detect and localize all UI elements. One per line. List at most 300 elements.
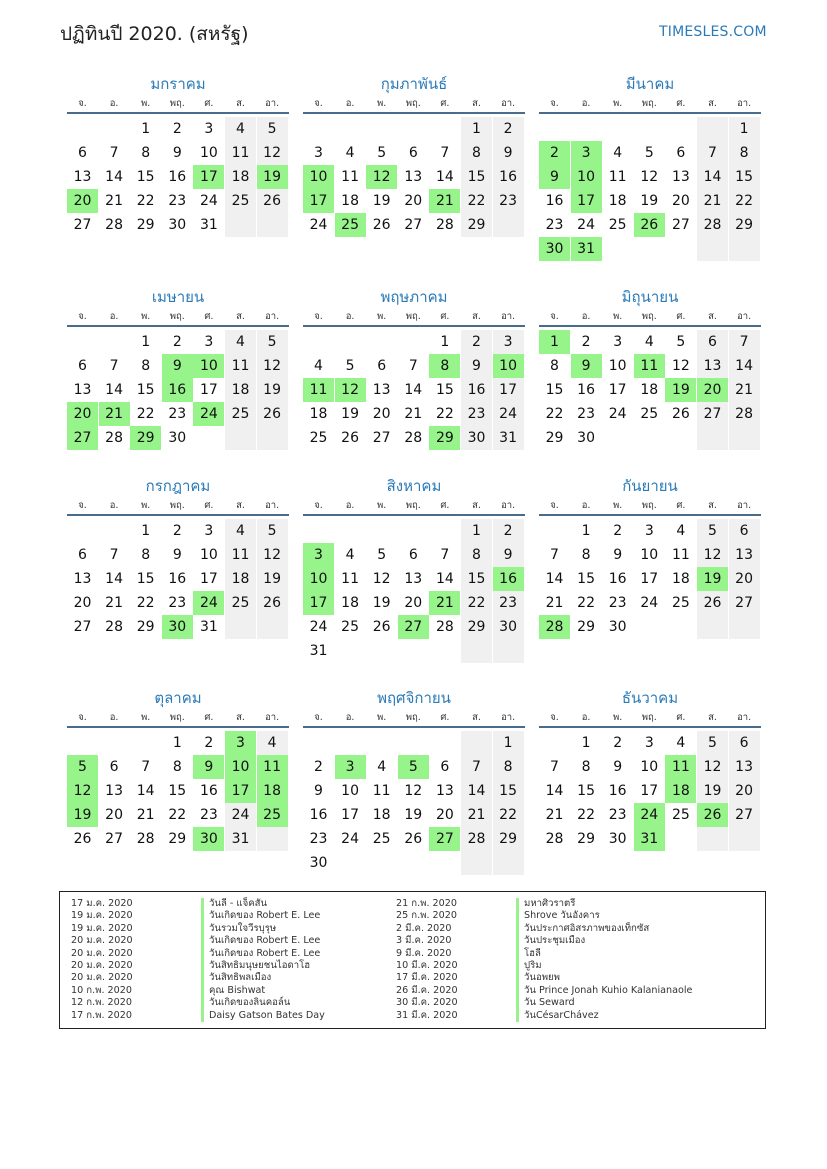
empty-weekend-cell <box>697 827 728 851</box>
day-cell: 25 <box>372 831 391 847</box>
day-cell: 1 <box>729 117 760 141</box>
holiday-cell: 17 <box>225 779 256 803</box>
day-cell: 3 <box>493 330 524 354</box>
weekday-label: จ. <box>78 500 87 511</box>
day-cell: 2 <box>493 117 524 141</box>
legend-date: 17 ก.พ. 2020 <box>71 1009 132 1021</box>
holiday-cell: 31 <box>571 237 602 261</box>
holiday-cell: 10 <box>225 755 256 779</box>
day-cell: 7 <box>550 547 559 563</box>
site-link[interactable]: TIMESLES.COM <box>659 24 767 40</box>
day-cell: 9 <box>493 543 524 567</box>
day-cell: 12 <box>372 571 391 587</box>
day-cell: 6 <box>377 358 387 374</box>
legend-date: 12 ก.พ. 2020 <box>71 997 132 1009</box>
day-cell: 16 <box>493 165 524 189</box>
day-cell: 1 <box>141 523 151 539</box>
holiday-cell: 30 <box>539 237 570 261</box>
day-cell: 5 <box>377 145 387 161</box>
day-cell: 14 <box>729 354 760 378</box>
day-cell: 30 <box>461 426 492 450</box>
holiday-cell: 3 <box>571 141 602 165</box>
day-cell: 20 <box>73 595 92 611</box>
day-cell: 12 <box>671 358 690 374</box>
holiday-cell: 12 <box>366 165 397 189</box>
legend-date: 31 มี.ค. 2020 <box>396 1009 458 1021</box>
day-cell: 21 <box>545 807 564 823</box>
day-cell: 28 <box>697 213 728 237</box>
month-title: พฤศจิกายน <box>377 689 451 707</box>
legend-date: 10 มี.ค. 2020 <box>396 959 458 971</box>
month-divider <box>539 726 761 728</box>
weekday-label: อา. <box>265 311 280 322</box>
holiday-cell: 19 <box>67 803 98 827</box>
day-cell: 13 <box>73 382 92 398</box>
holiday-cell: 21 <box>429 591 460 615</box>
day-cell: 1 <box>581 523 591 539</box>
day-cell: 28 <box>461 827 492 851</box>
day-cell: 22 <box>136 595 155 611</box>
empty-weekend-cell <box>697 426 728 450</box>
month-title: กันยายน <box>622 477 678 495</box>
day-cell: 29 <box>136 217 155 233</box>
day-cell: 13 <box>404 169 423 185</box>
legend-date: 17 มี.ค. 2020 <box>396 972 458 984</box>
holiday-cell: 20 <box>67 189 98 213</box>
day-cell: 22 <box>168 807 187 823</box>
holiday-cell: 27 <box>429 827 460 851</box>
day-cell: 14 <box>545 783 564 799</box>
day-cell: 31 <box>309 643 328 659</box>
day-cell: 17 <box>199 571 218 587</box>
day-cell: 22 <box>435 406 454 422</box>
day-cell: 18 <box>225 165 256 189</box>
day-cell: 24 <box>640 595 659 611</box>
day-cell: 4 <box>314 358 323 374</box>
weekday-label: พฤ. <box>405 712 421 723</box>
day-cell: 12 <box>697 755 728 779</box>
holiday-cell: 16 <box>162 378 193 402</box>
weekday-label: อา. <box>737 712 752 723</box>
holiday-cell: 5 <box>67 755 98 779</box>
legend-holiday-name: วัน Prince Jonah Kuhio Kalanianaole <box>516 985 692 997</box>
day-cell: 29 <box>577 619 595 635</box>
day-cell: 28 <box>404 430 423 446</box>
empty-weekend-cell <box>257 426 288 450</box>
weekday-label: ส. <box>472 712 481 723</box>
weekday-label: อ. <box>581 311 591 322</box>
weekday-label: อ. <box>345 311 355 322</box>
day-cell: 30 <box>493 615 524 639</box>
day-cell: 14 <box>697 165 728 189</box>
day-cell: 16 <box>545 193 564 209</box>
day-cell: 25 <box>309 430 328 446</box>
day-cell: 13 <box>435 783 454 799</box>
legend-date: 19 ม.ค. 2020 <box>71 922 133 934</box>
day-cell: 5 <box>697 519 728 543</box>
weekday-label: อา. <box>737 98 752 109</box>
day-cell: 26 <box>372 217 391 233</box>
holiday-cell: 21 <box>99 402 130 426</box>
legend-date: 21 ก.พ. 2020 <box>396 898 457 909</box>
day-cell: 10 <box>640 759 659 775</box>
day-cell: 23 <box>461 402 492 426</box>
day-cell: 4 <box>345 145 355 161</box>
day-cell: 19 <box>697 779 728 803</box>
day-cell: 7 <box>729 330 760 354</box>
day-cell: 28 <box>435 217 454 233</box>
day-cell: 8 <box>172 759 182 775</box>
weekday-label: อา. <box>265 500 280 511</box>
weekday-label: อ. <box>109 98 119 109</box>
holiday-cell: 11 <box>257 755 288 779</box>
month-title: ธันวาคม <box>621 689 679 707</box>
day-cell: 6 <box>109 759 119 775</box>
day-cell: 28 <box>105 217 123 233</box>
day-cell: 21 <box>461 803 492 827</box>
day-cell: 15 <box>461 165 492 189</box>
day-cell: 14 <box>105 571 123 587</box>
day-cell: 23 <box>493 189 524 213</box>
day-cell: 14 <box>545 571 564 587</box>
day-cell: 21 <box>729 378 760 402</box>
day-cell: 11 <box>225 141 256 165</box>
holiday-cell: 25 <box>335 213 366 237</box>
day-cell: 25 <box>640 406 659 422</box>
weekday-label: จ. <box>314 500 323 511</box>
day-cell: 26 <box>372 619 391 635</box>
day-cell: 2 <box>581 334 591 350</box>
weekday-label: อ. <box>345 712 355 723</box>
weekday-label: พ. <box>377 98 387 109</box>
legend-holiday-name: วันรวมใจวีรบุรุษ <box>201 923 325 935</box>
weekday-label: จ. <box>550 98 559 109</box>
day-cell: 7 <box>461 755 492 779</box>
day-cell: 27 <box>372 430 391 446</box>
legend-date: 20 ม.ค. 2020 <box>71 935 133 947</box>
day-cell: 20 <box>671 193 690 209</box>
day-cell: 9 <box>461 354 492 378</box>
day-cell: 24 <box>225 803 256 827</box>
legend-date: 3 มี.ค. 2020 <box>396 935 452 947</box>
empty-weekend-cell <box>461 639 492 663</box>
legend-holiday-name: วันประกาศอิสรภาพของเท็กซัส <box>516 923 692 935</box>
day-cell: 26 <box>341 430 359 446</box>
day-cell: 23 <box>168 193 187 209</box>
day-cell: 4 <box>257 731 288 755</box>
weekday-label: ส. <box>708 311 717 322</box>
day-cell: 10 <box>199 547 218 563</box>
weekday-label: ศ. <box>440 311 450 322</box>
day-cell: 22 <box>577 807 595 823</box>
day-cell: 2 <box>172 121 182 137</box>
empty-weekend-cell <box>697 117 728 141</box>
day-cell: 28 <box>105 619 123 635</box>
day-cell: 11 <box>225 543 256 567</box>
day-cell: 17 <box>640 571 659 587</box>
day-cell: 3 <box>613 334 623 350</box>
day-cell: 3 <box>204 334 214 350</box>
day-cell: 3 <box>204 121 214 137</box>
weekday-label: พฤ. <box>169 98 185 109</box>
day-cell: 26 <box>257 189 288 213</box>
day-cell: 8 <box>493 755 524 779</box>
weekday-label: จ. <box>314 311 323 322</box>
day-cell: 14 <box>435 571 454 587</box>
day-cell: 17 <box>640 783 659 799</box>
day-cell: 16 <box>577 382 595 398</box>
weekday-label: ส. <box>708 712 717 723</box>
legend-holiday-name: วันเกิดของ Robert E. Lee <box>201 948 325 960</box>
weekday-label: จ. <box>314 98 323 109</box>
month-title: พฤษภาคม <box>380 288 448 306</box>
day-cell: 8 <box>141 358 151 374</box>
day-cell: 9 <box>613 547 623 563</box>
weekday-label: ส. <box>472 98 481 109</box>
month-divider <box>67 112 289 114</box>
holiday-cell: 9 <box>162 354 193 378</box>
day-cell: 8 <box>461 141 492 165</box>
day-cell: 23 <box>168 595 187 611</box>
legend-holiday-name: คุณ Bishwat <box>201 985 325 997</box>
day-cell: 2 <box>493 519 524 543</box>
holiday-cell: 17 <box>303 591 334 615</box>
day-cell: 30 <box>608 831 627 847</box>
day-cell: 30 <box>608 619 627 635</box>
weekday-label: จ. <box>550 311 559 322</box>
day-cell: 4 <box>613 145 623 161</box>
empty-weekend-cell <box>729 827 760 851</box>
day-cell: 4 <box>225 330 256 354</box>
legend-holiday-name: วันเกิดของ Robert E. Lee <box>201 910 325 922</box>
day-cell: 27 <box>729 591 760 615</box>
holiday-cell: 17 <box>193 165 224 189</box>
day-cell: 16 <box>461 378 492 402</box>
day-cell: 30 <box>168 430 187 446</box>
day-cell: 31 <box>225 827 256 851</box>
day-cell: 16 <box>309 807 328 823</box>
holiday-cell: 24 <box>193 591 224 615</box>
day-cell: 4 <box>676 523 686 539</box>
day-cell: 20 <box>404 193 423 209</box>
day-cell: 15 <box>545 382 564 398</box>
legend-date: 25 ก.พ. 2020 <box>396 910 457 922</box>
weekday-label: อา. <box>501 311 516 322</box>
day-cell: 12 <box>697 543 728 567</box>
weekday-label: ส. <box>472 500 481 511</box>
legend-date: 20 ม.ค. 2020 <box>71 972 133 984</box>
month-title: มีนาคม <box>625 75 675 93</box>
day-cell: 9 <box>613 759 623 775</box>
day-cell: 18 <box>341 595 359 611</box>
day-cell: 19 <box>257 567 288 591</box>
weekday-label: พฤ. <box>641 98 657 109</box>
day-cell: 1 <box>461 117 492 141</box>
weekday-label: พ. <box>377 311 387 322</box>
weekday-label: จ. <box>78 712 87 723</box>
day-cell: 15 <box>136 571 155 587</box>
holiday-cell: 17 <box>571 189 602 213</box>
day-cell: 13 <box>697 354 728 378</box>
day-cell: 18 <box>372 807 391 823</box>
holiday-cell: 3 <box>303 543 334 567</box>
empty-weekend-cell <box>493 213 524 237</box>
day-cell: 12 <box>257 354 288 378</box>
day-cell: 21 <box>105 595 123 611</box>
day-cell: 11 <box>341 169 359 185</box>
empty-weekend-cell <box>225 615 256 639</box>
day-cell: 7 <box>141 759 151 775</box>
weekday-label: พฤ. <box>405 98 421 109</box>
day-cell: 6 <box>729 519 760 543</box>
day-cell: 27 <box>729 803 760 827</box>
holiday-cell: 3 <box>225 731 256 755</box>
day-cell: 23 <box>493 591 524 615</box>
day-cell: 27 <box>73 217 92 233</box>
empty-weekend-cell <box>257 827 288 851</box>
empty-weekend-cell <box>225 213 256 237</box>
weekday-label: พ. <box>613 712 623 723</box>
day-cell: 5 <box>257 330 288 354</box>
day-cell: 18 <box>225 378 256 402</box>
day-cell: 13 <box>729 543 760 567</box>
day-cell: 22 <box>136 406 155 422</box>
weekday-label: ส. <box>236 712 245 723</box>
day-cell: 15 <box>136 382 155 398</box>
holiday-cell: 10 <box>193 354 224 378</box>
weekday-label: ส. <box>472 311 481 322</box>
holiday-cell: 18 <box>257 779 288 803</box>
weekday-label: ศ. <box>204 98 214 109</box>
day-cell: 11 <box>608 169 627 185</box>
weekday-label: พ. <box>141 98 151 109</box>
month-divider <box>303 325 525 327</box>
day-cell: 24 <box>493 402 524 426</box>
day-cell: 22 <box>577 595 595 611</box>
weekday-label: พ. <box>141 311 151 322</box>
day-cell: 29 <box>461 615 492 639</box>
day-cell: 22 <box>461 189 492 213</box>
weekday-label: ส. <box>708 98 717 109</box>
holiday-cell: 28 <box>539 615 570 639</box>
month-divider <box>67 514 289 516</box>
day-cell: 21 <box>404 406 423 422</box>
weekday-label: พฤ. <box>405 311 421 322</box>
day-cell: 12 <box>640 169 659 185</box>
weekday-label: อา. <box>265 98 280 109</box>
holiday-cell: 9 <box>539 165 570 189</box>
day-cell: 1 <box>141 334 151 350</box>
weekday-label: อา. <box>501 712 516 723</box>
weekday-label: อา. <box>737 311 752 322</box>
weekday-label: พ. <box>377 500 387 511</box>
day-cell: 31 <box>199 217 218 233</box>
day-cell: 14 <box>461 779 492 803</box>
day-cell: 30 <box>577 430 595 446</box>
day-cell: 4 <box>377 759 387 775</box>
day-cell: 1 <box>461 519 492 543</box>
day-cell: 5 <box>257 519 288 543</box>
holiday-cell: 27 <box>67 426 98 450</box>
holiday-cell: 25 <box>257 803 288 827</box>
legend-holiday-name: Shrove วันอังคาร <box>516 910 692 922</box>
day-cell: 31 <box>199 619 218 635</box>
day-cell: 27 <box>105 831 123 847</box>
weekday-label: อา. <box>501 500 516 511</box>
day-cell: 27 <box>697 402 728 426</box>
day-cell: 17 <box>608 382 627 398</box>
weekday-label: ส. <box>236 311 245 322</box>
month-title: กุมภาพันธ์ <box>380 75 448 93</box>
weekday-label: พฤ. <box>641 712 657 723</box>
day-cell: 22 <box>461 591 492 615</box>
weekday-label: ศ. <box>204 712 214 723</box>
holiday-cell: 10 <box>493 354 524 378</box>
day-cell: 10 <box>341 783 359 799</box>
day-cell: 25 <box>608 217 627 233</box>
day-cell: 12 <box>404 783 423 799</box>
day-cell: 26 <box>404 831 423 847</box>
day-cell: 9 <box>172 547 182 563</box>
day-cell: 12 <box>257 543 288 567</box>
day-cell: 17 <box>493 378 524 402</box>
day-cell: 15 <box>577 571 595 587</box>
weekday-label: พ. <box>141 500 151 511</box>
day-cell: 15 <box>729 165 760 189</box>
day-cell: 26 <box>697 591 728 615</box>
day-cell: 19 <box>257 378 288 402</box>
day-cell: 14 <box>404 382 423 398</box>
day-cell: 7 <box>440 547 450 563</box>
day-cell: 16 <box>608 571 627 587</box>
legend-holiday-name: วันประชุมเมือง <box>516 935 692 947</box>
day-cell: 19 <box>640 193 659 209</box>
day-cell: 9 <box>493 141 524 165</box>
empty-weekend-cell <box>729 237 760 261</box>
day-cell: 2 <box>613 523 623 539</box>
holiday-cell: 19 <box>697 567 728 591</box>
day-cell: 5 <box>676 334 686 350</box>
day-cell: 5 <box>377 547 387 563</box>
day-cell: 10 <box>640 547 659 563</box>
day-cell: 21 <box>697 189 728 213</box>
day-cell: 5 <box>644 145 654 161</box>
day-cell: 24 <box>199 193 218 209</box>
holiday-cell: 19 <box>257 165 288 189</box>
day-cell: 28 <box>105 430 123 446</box>
empty-weekend-cell <box>697 237 728 261</box>
day-cell: 8 <box>581 759 591 775</box>
day-cell: 4 <box>676 735 686 751</box>
day-cell: 23 <box>199 807 218 823</box>
day-cell: 10 <box>199 145 218 161</box>
month-title: เมษายน <box>151 288 205 306</box>
month-title: กรกฎาคม <box>145 477 211 495</box>
day-cell: 14 <box>136 783 155 799</box>
day-cell: 11 <box>341 571 359 587</box>
holiday-cell: 11 <box>634 354 665 378</box>
day-cell: 13 <box>671 169 690 185</box>
day-cell: 3 <box>314 145 323 161</box>
day-cell: 26 <box>671 406 690 422</box>
day-cell: 2 <box>172 523 182 539</box>
page-title: ปฏิทินปี 2020. (สหรัฐ) <box>60 23 249 45</box>
day-cell: 15 <box>168 783 187 799</box>
day-cell: 6 <box>78 547 87 563</box>
empty-weekend-cell <box>729 615 760 639</box>
legend-holiday-name: วันลี - แจ็คสัน <box>201 898 325 910</box>
month-divider <box>539 112 761 114</box>
